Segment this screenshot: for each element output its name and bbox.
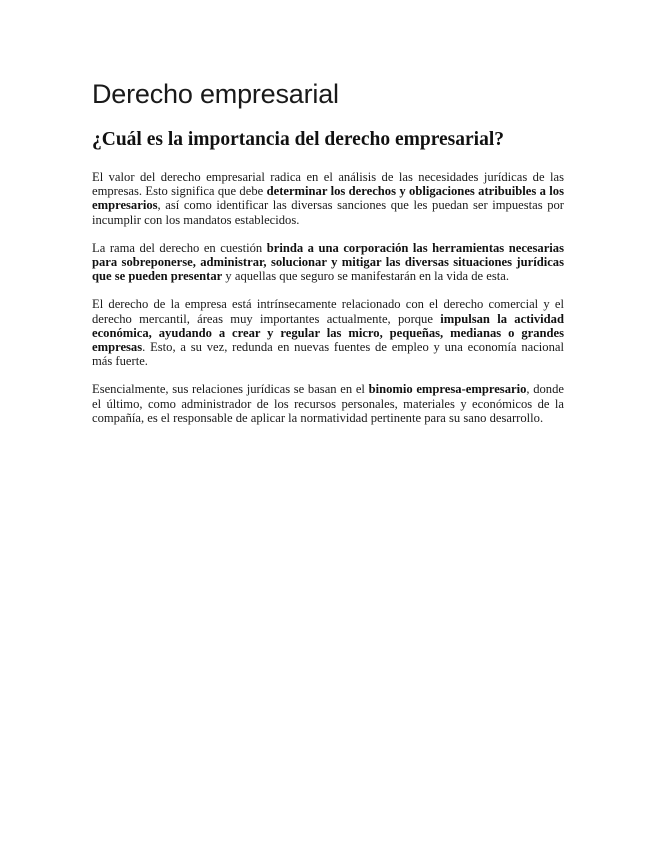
paragraph-text: , donde el último, como administrador de los recursos personales, materiales y económicos de la compañía, es el responsable de aplicar la normatividad pertinente para su sano desarrollo. (92, 382, 564, 425)
paragraph-bold-text: impulsan la actividad económica, ayudando a crear y regular las micro, pequeñas, medianas o grandes empresas (92, 311, 564, 355)
paragraph (92, 382, 564, 425)
paragraph-text: , así como identificar las diversas sanciones que les puedan ser impuestas por incumplir con los mandatos establecidos. (92, 198, 564, 227)
paragraph-bold-text: determinar los derechos y obligaciones atribuibles a los empresarios (92, 184, 564, 213)
paragraph-text: . Esto, a su vez, redunda en nuevas fuentes de empleo y una economía nacional más fuerte. (92, 340, 564, 369)
paragraph-text: El valor del derecho empresarial radica en el análisis de las necesidades jurídicas de las empresas. Esto significa que debe (92, 170, 564, 199)
paragraph-text: El derecho de la empresa está intrínsecamente relacionado con el derecho comercial y el derecho mercantil, áreas muy importantes actualmente, porque (92, 297, 564, 326)
section-heading: ¿Cuál es la importancia del derecho empresarial? (92, 129, 504, 150)
paragraph-bold-text: binomio empresa-empresario (368, 382, 527, 397)
paragraph-text: y aquellas que seguro se manifestarán en la vida de esta. (222, 269, 510, 284)
document-title: Derecho empresarial (92, 79, 339, 109)
paragraph (92, 297, 564, 368)
paragraph-text: La rama del derecho en cuestión (92, 240, 267, 255)
paragraph (92, 241, 564, 284)
paragraph (92, 170, 564, 227)
paragraph-text: Esencialmente, sus relaciones jurídicas se basan en el (92, 382, 369, 397)
paragraph-bold-text: brinda a una corporación las herramientas necesarias para sobreponerse, administrar, solucionar y mitigar las diversas situaciones jurídicas que se pueden presentar (92, 240, 564, 284)
document-page (92, 76, 564, 439)
